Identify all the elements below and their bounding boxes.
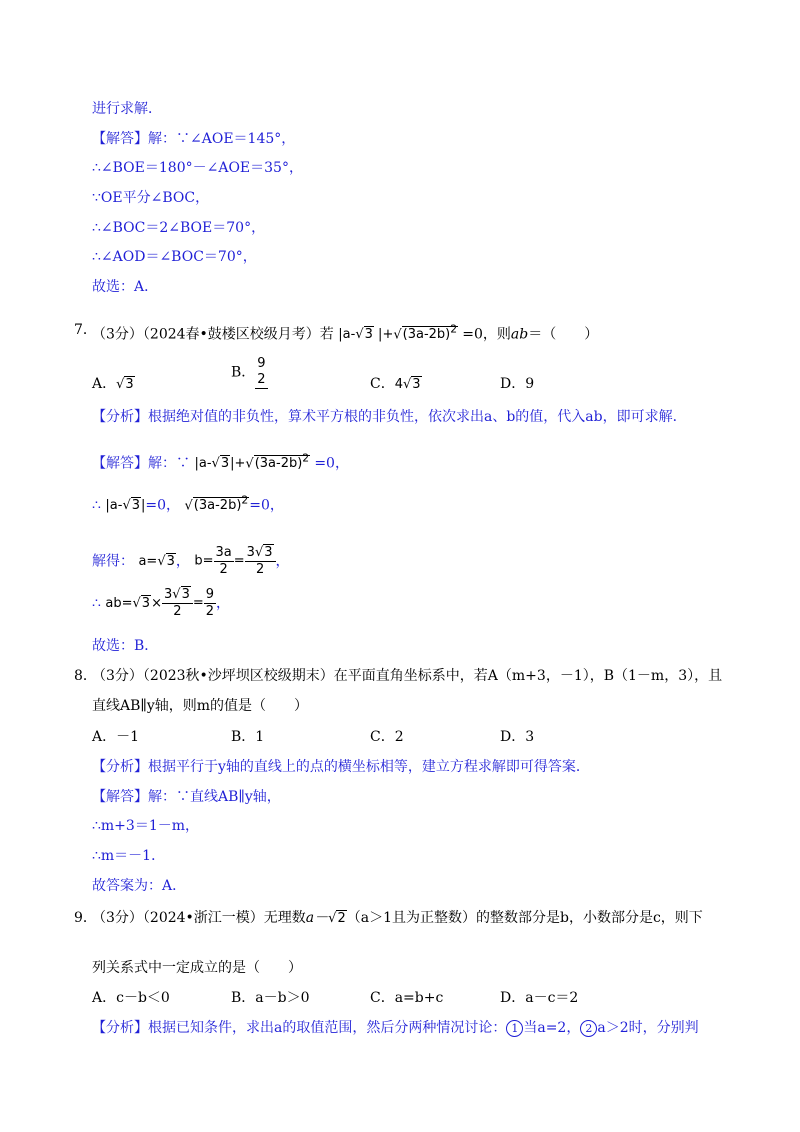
q7-analysis: 【分析】根据绝对值的非负性，算术平方根的非负性，依次求出a、b的值，代入ab，即可求解． bbox=[92, 409, 687, 425]
q7-solution-line-4: ∴ ab=√3× $\frac{3√3}{2}$ = $\frac{9}{2}$ ， bbox=[92, 587, 231, 619]
q9-option-b: B．a－b＞0 bbox=[231, 990, 310, 1006]
sqrt-symbol: √3 bbox=[355, 327, 373, 343]
circled-number-2: 2 bbox=[580, 1020, 597, 1037]
q7-option-c: C．4√3 bbox=[370, 376, 421, 392]
q8-option-c: C．2 bbox=[370, 729, 404, 745]
q8-stem-line-2: 直线AB∥y轴，则m的值是（ ） bbox=[92, 698, 309, 714]
q9-option-a: A．c－b＜0 bbox=[92, 990, 170, 1006]
q6-solution-line-4: ∴∠BOC＝2∠BOE＝70°， bbox=[92, 220, 266, 236]
q7-option-d: D．9 bbox=[500, 376, 535, 392]
q8-solution-line-1: 【解答】解：∵直线AB∥y轴， bbox=[92, 789, 281, 805]
q7-source: （2024春•鼓楼区校级月考）若 bbox=[142, 326, 334, 343]
q6-solution-line-3: ∵OE平分∠BOC， bbox=[92, 190, 210, 206]
q6-solution-line-1: 【解答】解：∵∠AOE＝145°， bbox=[92, 131, 296, 147]
q9-stem-line-2: 列关系式中一定成立的是（ ） bbox=[92, 960, 302, 976]
q8-option-d: D．3 bbox=[500, 729, 535, 745]
q7-solution-line-1: 【解答】解：∵ $|a-√3|+√(3a-2b)^2 =0$， bbox=[92, 452, 349, 472]
q9-analysis: 【分析】根据已知条件，求出a的取值范围，然后分两种情况讨论： 1 当a=2， 2 a＞2时，分别判 bbox=[92, 1020, 699, 1036]
q7-option-b: B． 9 2 bbox=[231, 356, 266, 387]
q9-stem-line-1: （3分）（2024•浙江一模）无理数a－√2（a＞1且为正整数）的整数部分是b，小数部分是c，则下 bbox=[92, 910, 703, 926]
q8-option-a: A．－1 bbox=[92, 729, 140, 745]
q7-answer: 故选：B． bbox=[92, 638, 159, 654]
q7-number: 7． bbox=[74, 322, 97, 338]
q6-text-continued: 进行求解． bbox=[92, 101, 162, 117]
q8-number: 8． bbox=[74, 668, 97, 684]
q8-option-b: B．1 bbox=[231, 729, 265, 745]
q6-solution-line-5: ∴∠AOD＝∠BOC＝70°， bbox=[92, 249, 257, 265]
q9-option-d: D．a－c＝2 bbox=[500, 990, 579, 1006]
q8-solution-line-2: ∴m+3＝1－m， bbox=[92, 818, 200, 834]
q8-answer: 故答案为：A． bbox=[92, 878, 187, 894]
q7-solution-line-2: ∴ |a-√3|=0， $√(3a-2b)^2=0$， bbox=[92, 494, 284, 514]
q7-stem: （3分）（2024春•鼓楼区校级月考）若 |a-√3 $|+√(3a-2b)^2 =0$，则ab＝（ ） bbox=[92, 320, 598, 345]
q9-number: 9． bbox=[74, 910, 97, 926]
q8-analysis: 【分析】根据平行于y轴的直线上的点的横坐标相等，建立方程求解即可得答案． bbox=[92, 759, 590, 775]
q6-solution-line-2: ∴∠BOE＝180°－∠AOE＝35°， bbox=[92, 160, 303, 176]
q6-answer: 故选：A． bbox=[92, 279, 159, 295]
q7-condition-formula: |a-√3 $|+√(3a-2b)^2$ bbox=[338, 327, 462, 342]
circled-number-1: 1 bbox=[506, 1020, 523, 1037]
q7-score: （3分） bbox=[92, 326, 143, 343]
q9-option-c: C．a=b+c bbox=[370, 990, 444, 1006]
q7-solution-line-3: 解得： a=√3， b= $\frac{3a}{2}$ = $\frac{3√3}{2}$ ， bbox=[92, 545, 290, 577]
q7-option-a: A．√3 bbox=[92, 376, 134, 392]
q8-solution-line-3: ∴m＝－1． bbox=[92, 848, 166, 864]
q8-stem-line-1: （3分）（2023秋•沙坪坝区校级期末）在平面直角坐标系中，若A（m+3，－1），B（1－m，3），且 bbox=[92, 668, 723, 684]
